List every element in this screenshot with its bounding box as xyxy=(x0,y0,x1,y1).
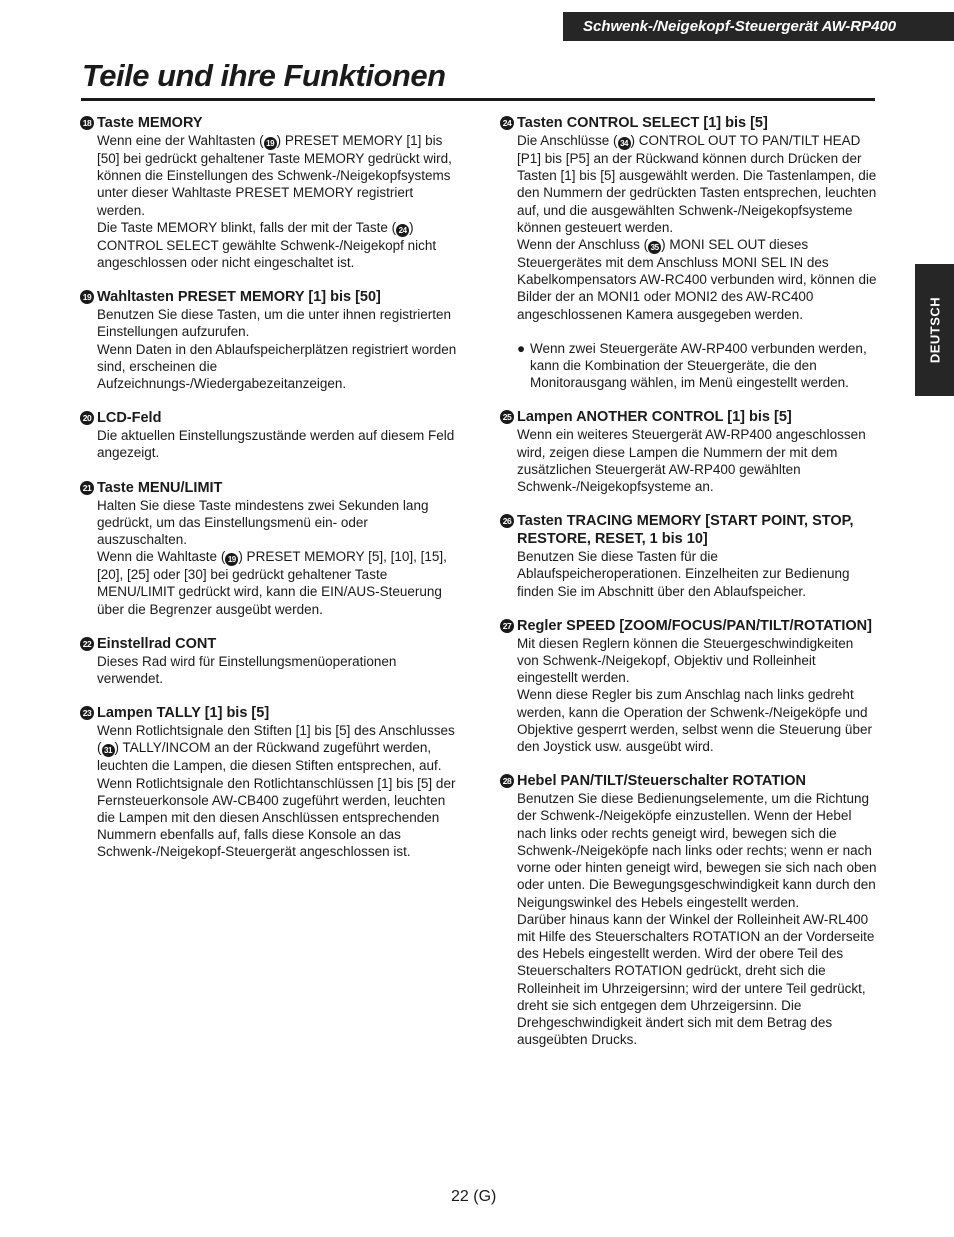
section-22 xyxy=(80,635,458,687)
paragraph: Benutzen Sie diese Tasten, um die unter ihnen registrierten Einstellungen aufzurufen. xyxy=(97,307,451,340)
circled-number-icon: 19 xyxy=(225,553,238,566)
heading-text: Regler SPEED [ZOOM/FOCUS/PAN/TILT/ROTATION] xyxy=(517,617,872,634)
paragraph: Die aktuellen Einstellungszustände werden auf diesem Feld angezeigt. xyxy=(97,428,455,461)
left-column xyxy=(80,114,458,878)
section-heading xyxy=(500,772,878,790)
text: Wenn die Wahltaste ( xyxy=(97,549,226,565)
section-heading xyxy=(500,512,878,548)
circled-number-icon: 20 xyxy=(80,411,94,425)
text: Wenn eine der Wahltasten ( xyxy=(97,133,264,148)
section-heading xyxy=(80,288,458,306)
section-body xyxy=(80,306,458,392)
page-title: Teile und ihre Funktionen xyxy=(82,58,446,93)
paragraph xyxy=(97,219,458,271)
circled-number-icon: 27 xyxy=(500,619,514,633)
section-21 xyxy=(80,479,458,618)
section-26 xyxy=(500,512,878,600)
heading-text: Hebel PAN/TILT/Steuerschalter ROTATION xyxy=(517,773,806,790)
section-heading xyxy=(80,114,458,132)
bullet-text: Wenn zwei Steuergeräte AW-RP400 verbunden werden, kann die Kombination der Steuergeräte, die den Monitorausgang wählen, im Menü eingestellt werden. xyxy=(530,340,867,391)
circled-number-icon: 18 xyxy=(80,116,94,130)
section-body xyxy=(80,132,458,271)
circled-number-icon: 25 xyxy=(500,410,514,424)
bullet-icon: ● xyxy=(517,340,526,356)
circled-number-icon: 22 xyxy=(80,637,94,651)
section-heading xyxy=(500,617,878,635)
product-label: Schwenk-/Neigekopf-Steuergerät AW-RP400 xyxy=(583,18,897,35)
section-body xyxy=(500,132,878,391)
circled-number-icon: 23 xyxy=(80,706,94,720)
section-body xyxy=(80,497,458,618)
circled-number-icon: 19 xyxy=(264,137,277,150)
heading-text: Taste MEMORY xyxy=(97,115,203,131)
heading-text: Tasten TRACING MEMORY [START POINT, STOP, RESTORE, RESET, 1 bis 10] xyxy=(517,513,854,548)
text: ) TALLY/INCOM an der Rückwand zugeführt werden, leuchten die Lampen, die diesen Stiften entsprechen, auf. xyxy=(97,740,442,774)
paragraph xyxy=(517,236,878,323)
text: ) MONI SEL OUT dieses Steuergerätes mit dem Anschluss MONI SEL IN des Kabelkompensators AW-RC400 verbunden wird, können die Bilder der an MONI1 oder MONI2 des AW-RC400 angeschlossenen Kamera ausgegeben werden. xyxy=(517,237,877,322)
circled-number-icon: 21 xyxy=(80,481,94,495)
paragraph: Wenn ein weiteres Steuergerät AW-RP400 angeschlossen wird, zeigen diese Lampen die Nummern der mit dem zusätzlichen Steuergerät AW-RP400 gewählten Schwenk-/Neigekopfsysteme an. xyxy=(517,427,866,495)
paragraph: Benutzen Sie diese Tasten für die Ablaufspeicheroperationen. Einzelheiten zur Bedienung finden Sie im Abschnitt über den Ablaufspeicher. xyxy=(517,549,850,599)
paragraph: Wenn Rotlichtsignale den Rotlichtanschlüssen [1] bis [5] der Fernsteuerkonsole AW-CB400 zugeführt werden, leuchten die Lampen mit den diesen Anschlüssen entsprechenden Nummern ebenfalls auf, falls diese Konsole an das Schwenk-/Neigekopf-Steuergerät angeschlossen ist. xyxy=(97,775,456,860)
language-tab xyxy=(915,264,954,396)
paragraph: Wenn diese Regler bis zum Anschlag nach links gedreht werden, kann die Operation der Schwenk-/Neigeköpfe und Objektive gesperrt werden, selbst wenn die Steuerung über den Joystick usw. ausgeübt wird. xyxy=(517,687,872,755)
text: ) CONTROL OUT TO PAN/TILT HEAD [P1] bis [P5] an der Rückwand können durch Drücken der Tasten [1] bis [5] ausgewählt werden. Die Tastenlampen, die den Nummern der gedrückten Tasten entsprechen, leuchten auf, und die ausgewählten Schwenk-/Neigekopfsysteme können gesteuert werden. xyxy=(517,133,877,235)
circled-number-icon: 26 xyxy=(500,514,514,528)
text: Die Taste MEMORY blinkt, falls der mit der Taste ( xyxy=(97,219,397,235)
text: ) PRESET MEMORY [5], [10], [15], [20], [25] oder [30] bei gedrückt gehaltener Taste MENU/LIMIT gedrückt wird, kann die EIN/AUS-Steuerung über die Begrenzer ausgeübt werden. xyxy=(97,549,447,617)
paragraph xyxy=(97,132,458,219)
section-heading xyxy=(80,635,458,653)
bullet-note xyxy=(517,340,878,392)
section-body xyxy=(500,790,878,1048)
section-25 xyxy=(500,408,878,495)
section-body xyxy=(500,635,878,755)
paragraph xyxy=(517,132,878,236)
text: ) CONTROL SELECT gewählte Schwenk-/Neigekopf nicht angeschlossen oder nicht eingeschaltet ist. xyxy=(97,219,437,271)
section-heading xyxy=(500,114,878,132)
circled-number-icon: 31 xyxy=(102,744,115,757)
heading-text: Taste MENU/LIMIT xyxy=(97,479,223,496)
title-divider xyxy=(81,98,875,101)
circled-number-icon: 24 xyxy=(396,224,409,237)
text: ) PRESET MEMORY [1] bis [50] bei gedrückt gehaltener Taste MEMORY gedrückt wird, können die Einstellungen des Schwenk-/Neigekopfsystems unter dieser Wahltaste PRESET MEMORY registriert werden. xyxy=(97,133,452,218)
section-body xyxy=(80,427,458,461)
section-20 xyxy=(80,409,458,461)
heading-text: Tasten CONTROL SELECT [1] bis [5] xyxy=(517,115,768,131)
text: Wenn Rotlichtsignale den Stiften [1] bis [5] des Anschlusses ( xyxy=(97,723,455,756)
circled-number-icon: 19 xyxy=(80,290,94,304)
circled-number-icon: 24 xyxy=(500,116,514,130)
circled-number-icon: 28 xyxy=(500,774,514,788)
section-heading xyxy=(80,479,458,497)
heading-text: Lampen TALLY [1] bis [5] xyxy=(97,705,270,722)
section-19 xyxy=(80,288,458,392)
heading-text: Lampen ANOTHER CONTROL [1] bis [5] xyxy=(517,409,792,426)
paragraph: Wenn Daten in den Ablaufspeicherplätzen registriert worden sind, erscheinen die Aufzeichnungs-/Wiedergabezeitanzeigen. xyxy=(97,341,457,392)
section-body xyxy=(500,426,878,495)
right-column xyxy=(500,114,878,1065)
text: Wenn der Anschluss ( xyxy=(517,237,649,253)
language-tab-label: DEUTSCH xyxy=(927,296,942,364)
paragraph xyxy=(97,722,458,774)
section-heading xyxy=(80,409,458,427)
section-24 xyxy=(500,114,878,391)
paragraph xyxy=(97,548,458,618)
paragraph: Darüber hinaus kann der Winkel der Rolleinheit AW-RL400 mit Hilfe des Steuerschalters ROTATION an der Vorderseite des Hebels eingestellt werden. Wird der obere Teil des Steuerschalters ROTATION gedrückt, dreht sich die Rolleinheit im Uhrzeigersinn; wird der untere Teil gedrückt, dreht sie sich entgegen dem Uhrzeigersinn. Die Drehgeschwindigkeit ändert sich mit dem Betrag des ausgeübten Drucks. xyxy=(517,911,875,1048)
paragraph: Benutzen Sie diese Bedienungselemente, um die Richtung der Schwenk-/Neigeköpfe einzustellen. Wenn der Hebel nach links oder rechts geneigt wird, bewegen sich die Schwenk-/Neigeköpfe nach links oder rechts; wenn er nach vorne oder hinten geneigt wird, bewegen sie sich nach oben oder unten. Die Bewegungsgeschwindigkeit kann durch den Neigungswinkel des Hebels eingestellt werden. xyxy=(517,791,877,910)
page-number: 22 (G) xyxy=(451,1188,497,1205)
paragraph: Mit diesen Reglern können die Steuergeschwindigkeiten von Schwenk-/Neigekopf, Objektiv und Rolleinheit eingestellt werden. xyxy=(517,635,854,686)
heading-text: Wahltasten PRESET MEMORY [1] bis [50] xyxy=(97,289,381,306)
circled-number-icon: 34 xyxy=(618,137,631,150)
text: Die Anschlüsse ( xyxy=(517,133,618,148)
header-bar xyxy=(563,12,954,41)
section-body xyxy=(500,548,878,600)
section-body xyxy=(80,653,458,687)
section-23 xyxy=(80,704,458,860)
heading-text: Einstellrad CONT xyxy=(97,635,217,652)
section-28 xyxy=(500,772,878,1048)
paragraph: Halten Sie diese Taste mindestens zwei Sekunden lang gedrückt, um das Einstellungsmenü ein- oder auszuschalten. xyxy=(97,497,429,548)
section-18 xyxy=(80,114,458,271)
paragraph: Dieses Rad wird für Einstellungsmenüoperationen verwendet. xyxy=(97,653,397,687)
section-heading xyxy=(500,408,878,426)
section-body xyxy=(80,722,458,860)
section-27 xyxy=(500,617,878,755)
heading-text: LCD-Feld xyxy=(97,410,162,427)
circled-number-icon: 35 xyxy=(648,241,661,254)
section-heading xyxy=(80,704,458,722)
